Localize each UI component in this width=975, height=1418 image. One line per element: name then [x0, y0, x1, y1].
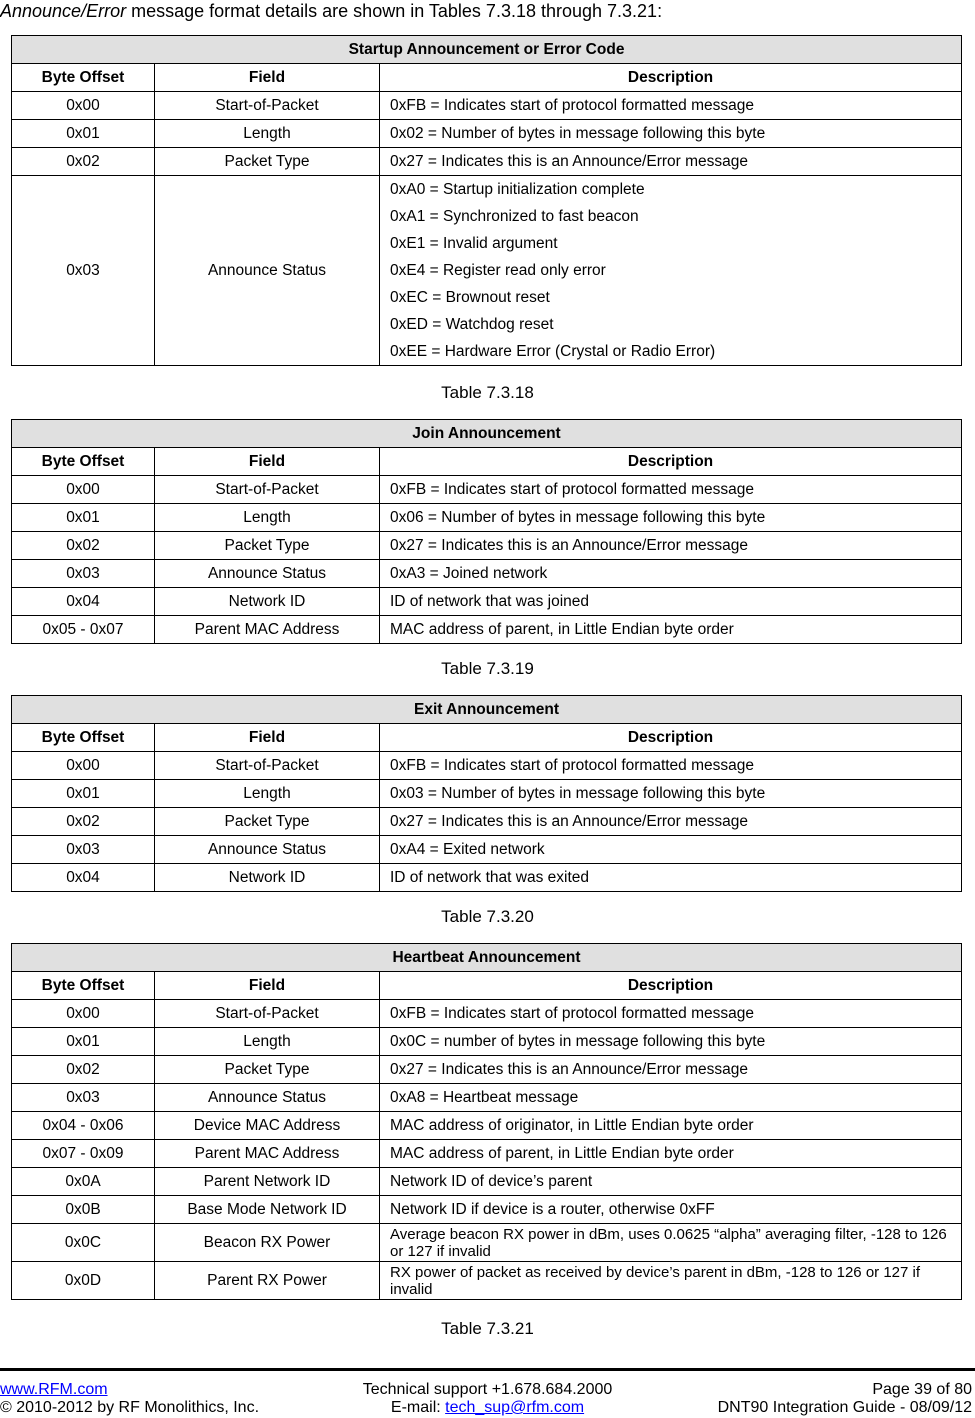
cell-offset: 0x07 - 0x09 — [12, 1140, 155, 1168]
email-label: E-mail: — [390, 1399, 441, 1416]
cell-offset: 0x00 — [12, 476, 155, 504]
table-row — [12, 1112, 962, 1140]
cell-description: Network ID of device’s parent — [380, 1168, 962, 1196]
cell-field: Network ID — [155, 864, 380, 892]
table-row — [12, 752, 962, 780]
cell-offset: 0x02 — [12, 1056, 155, 1084]
guide-info: DNT90 Integration Guide - 08/09/12 — [717, 1399, 972, 1416]
status-code: 0xE1 = Invalid argument — [390, 235, 558, 252]
support-phone: Technical support +1.678.684.2000 — [362, 1381, 613, 1398]
cell-offset: 0x01 — [12, 780, 155, 808]
cell-description: ID of network that was joined — [380, 588, 962, 616]
cell-description: 0x0C = number of bytes in message following this byte — [380, 1028, 962, 1056]
cell-description: 0x27 = Indicates this is an Announce/Error message — [380, 808, 962, 836]
cell-field: Parent Network ID — [155, 1168, 380, 1196]
cell-offset: 0x01 — [12, 1028, 155, 1056]
col-header-field: Field — [155, 448, 380, 476]
cell-description: 0x27 = Indicates this is an Announce/Error message — [380, 148, 962, 176]
cell-offset: 0x04 - 0x06 — [12, 1112, 155, 1140]
table-row — [12, 1084, 962, 1112]
heartbeat-announcement-table — [11, 943, 962, 1300]
table-row — [12, 1168, 962, 1196]
cell-offset: 0x02 — [12, 532, 155, 560]
col-header-description: Description — [380, 448, 962, 476]
cell-field: Announce Status — [155, 836, 380, 864]
col-header-description: Description — [380, 64, 962, 92]
cell-field: Start-of-Packet — [155, 752, 380, 780]
cell-offset: 0x02 — [12, 148, 155, 176]
cell-description: Average beacon RX power in dBm, uses 0.0625 “alpha” averaging filter, -128 to 126 or 127 if invalid — [380, 1224, 962, 1262]
footer-line-1 — [0, 1380, 975, 1400]
cell-description: MAC address of parent, in Little Endian byte order — [380, 616, 962, 644]
table-row — [12, 92, 962, 120]
table-row — [12, 616, 962, 644]
cell-field: Packet Type — [155, 148, 380, 176]
cell-description: RX power of packet as received by device’s parent in dBm, -128 to 126 or 127 if invalid — [380, 1262, 962, 1300]
cell-field: Packet Type — [155, 1056, 380, 1084]
col-header-description: Description — [380, 972, 962, 1000]
cell-field: Length — [155, 120, 380, 148]
cell-offset: 0x03 — [12, 1084, 155, 1112]
col-header-offset: Byte Offset — [12, 64, 155, 92]
cell-description: MAC address of parent, in Little Endian byte order — [380, 1140, 962, 1168]
status-code: 0xA1 = Synchronized to fast beacon — [390, 208, 639, 225]
cell-offset: 0x03 — [12, 560, 155, 588]
website-link[interactable]: www.RFM.com — [0, 1381, 108, 1398]
cell-offset: 0x04 — [12, 864, 155, 892]
cell-description: 0xA3 = Joined network — [380, 560, 962, 588]
intro-italic: Announce/Error — [0, 1, 127, 21]
status-code: 0xEC = Brownout reset — [390, 289, 550, 306]
cell-description: 0xFB = Indicates start of protocol formatted message — [380, 752, 962, 780]
cell-field: Packet Type — [155, 532, 380, 560]
table-row — [12, 176, 962, 366]
cell-field: Packet Type — [155, 808, 380, 836]
cell-description: 0xFB = Indicates start of protocol formatted message — [380, 92, 962, 120]
cell-description: 0xA8 = Heartbeat message — [380, 1084, 962, 1112]
cell-field: Start-of-Packet — [155, 1000, 380, 1028]
page-number: Page 39 of 80 — [872, 1381, 972, 1398]
table-title: Heartbeat Announcement — [12, 944, 962, 972]
exit-announcement-table — [11, 695, 962, 892]
table-row — [12, 1224, 962, 1262]
cell-offset: 0x0D — [12, 1262, 155, 1300]
cell-offset: 0x00 — [12, 1000, 155, 1028]
status-code: 0xA0 = Startup initialization complete — [390, 181, 645, 198]
table-caption: Table 7.3.21 — [441, 1319, 534, 1338]
table-row — [12, 1140, 962, 1168]
cell-field: Start-of-Packet — [155, 476, 380, 504]
cell-description: 0x27 = Indicates this is an Announce/Error message — [380, 532, 962, 560]
col-header-field: Field — [155, 972, 380, 1000]
cell-description: 0x27 = Indicates this is an Announce/Error message — [380, 1056, 962, 1084]
cell-field: Beacon RX Power — [155, 1224, 380, 1262]
table-row — [12, 504, 962, 532]
table-title: Join Announcement — [12, 420, 962, 448]
status-code: 0xEE = Hardware Error (Crystal or Radio Error) — [390, 343, 716, 360]
cell-description: 0xA4 = Exited network — [380, 836, 962, 864]
cell-offset: 0x0C — [12, 1224, 155, 1262]
table-row — [12, 532, 962, 560]
cell-offset: 0x01 — [12, 120, 155, 148]
cell-description: 0xFB = Indicates start of protocol formatted message — [380, 476, 962, 504]
col-header-field: Field — [155, 724, 380, 752]
copyright: © 2010-2012 by RF Monolithics, Inc. — [0, 1399, 260, 1416]
cell-description: 0x02 = Number of bytes in message following this byte — [380, 120, 962, 148]
table-row — [12, 560, 962, 588]
cell-field: Announce Status — [155, 176, 380, 366]
status-code: 0xE4 = Register read only error — [390, 262, 606, 279]
cell-field: Length — [155, 504, 380, 532]
startup-announcement-table — [11, 35, 962, 366]
cell-offset: 0x02 — [12, 808, 155, 836]
table-row — [12, 1056, 962, 1084]
intro-text: message format details are shown in Tables 7.3.18 through 7.3.21: — [126, 1, 663, 21]
table-title: Startup Announcement or Error Code — [12, 36, 962, 64]
status-code-list — [380, 176, 962, 366]
join-announcement-table — [11, 419, 962, 644]
col-header-offset: Byte Offset — [12, 448, 155, 476]
cell-field: Parent MAC Address — [155, 616, 380, 644]
cell-field: Announce Status — [155, 560, 380, 588]
cell-field: Network ID — [155, 588, 380, 616]
cell-field: Start-of-Packet — [155, 92, 380, 120]
cell-offset: 0x04 — [12, 588, 155, 616]
cell-offset: 0x0B — [12, 1196, 155, 1224]
cell-offset: 0x00 — [12, 92, 155, 120]
table-row — [12, 864, 962, 892]
table-row — [12, 780, 962, 808]
cell-field: Device MAC Address — [155, 1112, 380, 1140]
cell-offset: 0x05 - 0x07 — [12, 616, 155, 644]
col-header-description: Description — [380, 724, 962, 752]
cell-description: 0x06 = Number of bytes in message following this byte — [380, 504, 962, 532]
cell-field: Length — [155, 1028, 380, 1056]
cell-description: MAC address of originator, in Little Endian byte order — [380, 1112, 962, 1140]
table-caption: Table 7.3.19 — [441, 659, 534, 678]
table-row — [12, 588, 962, 616]
cell-field: Parent MAC Address — [155, 1140, 380, 1168]
col-header-field: Field — [155, 64, 380, 92]
cell-field: Parent RX Power — [155, 1262, 380, 1300]
table-row — [12, 148, 962, 176]
cell-field: Length — [155, 780, 380, 808]
table-caption: Table 7.3.20 — [441, 907, 534, 926]
table-caption: Table 7.3.18 — [441, 383, 534, 402]
cell-offset: 0x03 — [12, 176, 155, 366]
table-row — [12, 476, 962, 504]
cell-description: 0xFB = Indicates start of protocol formatted message — [380, 1000, 962, 1028]
cell-offset: 0x01 — [12, 504, 155, 532]
cell-offset: 0x03 — [12, 836, 155, 864]
email-link[interactable]: tech_sup@rfm.com — [445, 1399, 585, 1416]
cell-description: 0x03 = Number of bytes in message following this byte — [380, 780, 962, 808]
table-row — [12, 836, 962, 864]
intro-paragraph — [0, 0, 970, 22]
cell-description: Network ID if device is a router, otherwise 0xFF — [380, 1196, 962, 1224]
cell-offset: 0x00 — [12, 752, 155, 780]
footer-divider — [0, 1368, 975, 1371]
cell-offset: 0x0A — [12, 1168, 155, 1196]
table-row — [12, 1028, 962, 1056]
cell-description: ID of network that was exited — [380, 864, 962, 892]
status-code: 0xED = Watchdog reset — [390, 316, 554, 333]
col-header-offset: Byte Offset — [12, 724, 155, 752]
table-row — [12, 1262, 962, 1300]
table-row — [12, 1000, 962, 1028]
table-title: Exit Announcement — [12, 696, 962, 724]
table-row — [12, 808, 962, 836]
table-row — [12, 1196, 962, 1224]
col-header-offset: Byte Offset — [12, 972, 155, 1000]
cell-field: Base Mode Network ID — [155, 1196, 380, 1224]
footer-line-2 — [0, 1398, 975, 1418]
table-row — [12, 120, 962, 148]
cell-field: Announce Status — [155, 1084, 380, 1112]
